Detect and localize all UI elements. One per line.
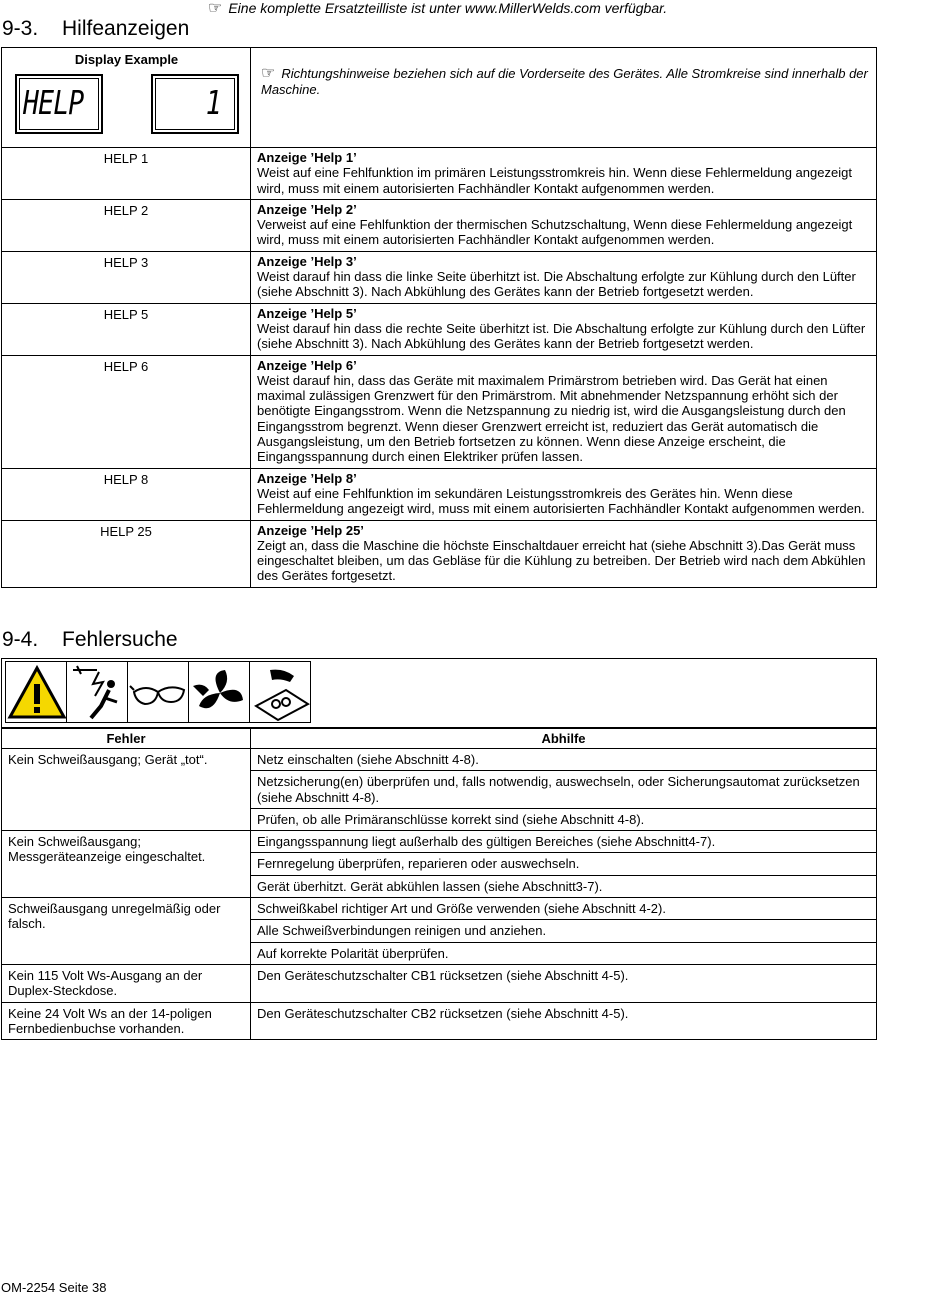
direction-note-cell [251, 48, 877, 148]
hot-parts-icon [249, 661, 311, 723]
section-title: Hilfeanzeigen [62, 17, 190, 40]
warning-triangle-icon [5, 661, 67, 723]
display-example-row [2, 48, 877, 148]
pointing-hand-icon: ☞ [261, 65, 276, 82]
lcd-left-display [15, 74, 103, 134]
troubleshooting-row [2, 831, 877, 853]
help-description-cell [251, 303, 877, 355]
section-number: 9-3. [2, 17, 39, 40]
help-heading: Anzeige ’Help 6’ [257, 357, 357, 373]
help-row [2, 148, 877, 200]
troubleshooting-row [2, 964, 877, 1002]
help-description: Weist darauf hin dass die linke Seite überhitzt ist. Die Abschaltung erfolgte zur Kühlung durch den Lüfter (siehe Abschnitt 3). Nach Abkühlung des Gerätes kann der Betrieb fortgesetzt werden. [257, 269, 856, 300]
help-code: HELP 6 [2, 355, 251, 468]
section-heading-troubleshooting [2, 628, 178, 652]
remedy-cell: Prüfen, ob alle Primäranschlüsse korrekt sind (siehe Abschnitt 4-8). [251, 808, 877, 830]
fault-cell: Kein Schweißausgang; Gerät „tot“. [2, 749, 251, 831]
help-description-cell [251, 355, 877, 468]
help-description: Weist auf eine Fehlfunktion im sekundären Leistungsstromkreis des Gerätes hin. Wenn diese Fehlermeldung angezeigt wird, muss mit einem autorisierten Fachhändler Kontakt aufgenommen werden. [257, 485, 865, 517]
pointing-hand-icon: ☞ [208, 0, 223, 17]
help-heading: Anzeige ’Help 8’ [257, 470, 357, 486]
remedy-cell: Fernregelung überprüfen, reparieren oder auswechseln. [251, 853, 877, 875]
section-heading-help [2, 17, 189, 41]
help-description: Weist darauf hin, dass das Geräte mit maximalem Primärstrom betrieben wird. Das Gerät hat einen maximal zulässigen Grenzwert für den Primärstrom. Mit abnehmender Netzspannung erhöht sich der benötigte Eingangsstrom. Wenn die Netzspannung zu niedrig ist, wird die Ausgangsleistung durch den Eingangsstrom begrenzt. Wenn dieser Grenzwert erreicht ist, reduziert das Gerät automatisch die Ausgangsleistung, um den Betrieb fortsetzen zu können. Wenn diese Anzeige erscheint, die Eingangsspannung durch einen Elektriker prüfen lassen. [257, 372, 846, 465]
help-code: HELP 25 [2, 520, 251, 587]
help-row [2, 520, 877, 587]
remedy-cell: Gerät überhitzt. Gerät abkühlen lassen (siehe Abschnitt3-7). [251, 875, 877, 897]
remedy-column-header: Abhilfe [251, 728, 877, 749]
troubleshooting-table [1, 727, 877, 1040]
help-description-cell [251, 199, 877, 251]
troubleshooting-row [2, 749, 877, 771]
help-description-cell [251, 468, 877, 520]
lcd-right-display [151, 74, 239, 134]
help-code: HELP 1 [2, 148, 251, 200]
section-number: 9-4. [2, 628, 39, 651]
help-heading: Anzeige ’Help 1’ [257, 150, 357, 165]
fault-cell: Schweißausgang unregelmäßig oder falsch. [2, 898, 251, 965]
display-example-title: Display Example [74, 52, 179, 67]
remedy-cell: Den Geräteschutzschalter CB2 rücksetzen (siehe Abschnitt 4-5). [251, 1002, 877, 1040]
remedy-cell: Alle Schweißverbindungen reinigen und anziehen. [251, 920, 877, 942]
safety-icons-cell [2, 659, 877, 729]
fault-cell: Kein 115 Volt Ws-Ausgang an der Duplex-Steckdose. [2, 964, 251, 1002]
help-row [2, 468, 877, 520]
display-example-cell [2, 48, 251, 148]
remedy-cell: Netzsicherung(en) überprüfen und, falls notwendig, auswechseln, oder Sicherungsautomat zurücksetzen (siehe Abschnitt 4-8). [251, 771, 877, 809]
help-display-table [1, 47, 877, 588]
help-description: Weist auf eine Fehlfunktion im primären Leistungsstromkreis hin. Wenn diese Fehlermeldung angezeigt wird, muss mit einem autorisierten Fachhändler Kontakt aufgenommen werden. [257, 165, 852, 196]
help-row [2, 251, 877, 303]
help-description-cell [251, 520, 877, 587]
troubleshooting-row [2, 898, 877, 920]
help-row [2, 199, 877, 251]
lcd-right-text: 1 [205, 83, 221, 122]
help-heading: Anzeige ’Help 2’ [257, 201, 357, 217]
fault-cell: Kein Schweißausgang; Messgeräteanzeige eingeschaltet. [2, 831, 251, 898]
remedy-cell: Schweißkabel richtiger Art und Größe verwenden (siehe Abschnitt 4-2). [251, 898, 877, 920]
parts-list-note [208, 0, 667, 18]
fault-cell: Keine 24 Volt Ws an der 14-poligen Fernbedienbuchse vorhanden. [2, 1002, 251, 1040]
help-code: HELP 3 [2, 251, 251, 303]
help-description: Verweist auf eine Fehlfunktion der thermischen Schutzschaltung, Wenn diese Fehlermeldung angezeigt wird, muss mit einem autorisierten Fachhändler Kontakt aufgenommen werden. [257, 217, 853, 248]
troubleshooting-row [2, 1002, 877, 1040]
direction-note-text: Richtungshinweise beziehen sich auf die Vorderseite des Gerätes. Alle Stromkreise sind innerhalb der Maschine. [261, 66, 868, 97]
safety-icons-table [1, 658, 877, 729]
help-code: HELP 5 [2, 303, 251, 355]
help-code: HELP 8 [2, 468, 251, 520]
parts-list-note-text: Eine komplette Ersatzteilliste ist unter www.MillerWelds.com verfügbar. [228, 0, 668, 16]
remedy-cell: Den Geräteschutzschalter CB1 rücksetzen (siehe Abschnitt 4-5). [251, 964, 877, 1002]
help-heading: Anzeige ’Help 5’ [257, 305, 357, 321]
remedy-cell: Eingangsspannung liegt außerhalb des gültigen Bereiches (siehe Abschnitt4-7). [251, 831, 877, 853]
help-row [2, 303, 877, 355]
page-footer: OM-2254 Seite 38 [1, 1280, 107, 1295]
help-description: Zeigt an, dass die Maschine die höchste Einschaltdauer erreicht hat (siehe Abschnitt 3).Das Gerät muss eingeschaltet bleiben, um das Gebläse für die Kühlung zu betreiben. Der Betrieb wird nach dem Abkühlen des Gerätes fortgesetzt. [257, 537, 866, 584]
safety-glasses-icon [127, 661, 189, 723]
help-heading: Anzeige ’Help 25’ [257, 522, 364, 538]
remedy-cell: Auf korrekte Polarität überprüfen. [251, 942, 877, 964]
help-description: Weist darauf hin dass die rechte Seite überhitzt ist. Die Abschaltung erfolgte zur Kühlung durch den Lüfter (siehe Abschnitt 3). Nach Abkühlung des Gerätes kann der Betrieb fortgesetzt werden. [257, 320, 866, 352]
troubleshooting-header-row [2, 728, 877, 749]
help-code: HELP 2 [2, 199, 251, 251]
help-heading: Anzeige ’Help 3’ [257, 253, 357, 269]
direction-note [251, 48, 876, 98]
electric-shock-icon [66, 661, 128, 723]
remedy-cell: Netz einschalten (siehe Abschnitt 4-8). [251, 749, 877, 771]
help-description-cell [251, 251, 877, 303]
help-description-cell [251, 148, 877, 200]
fan-hazard-icon [188, 661, 250, 723]
help-row [2, 355, 877, 468]
lcd-left-text: HELP [23, 83, 84, 122]
section-title: Fehlersuche [62, 628, 178, 651]
fault-column-header: Fehler [2, 728, 251, 749]
